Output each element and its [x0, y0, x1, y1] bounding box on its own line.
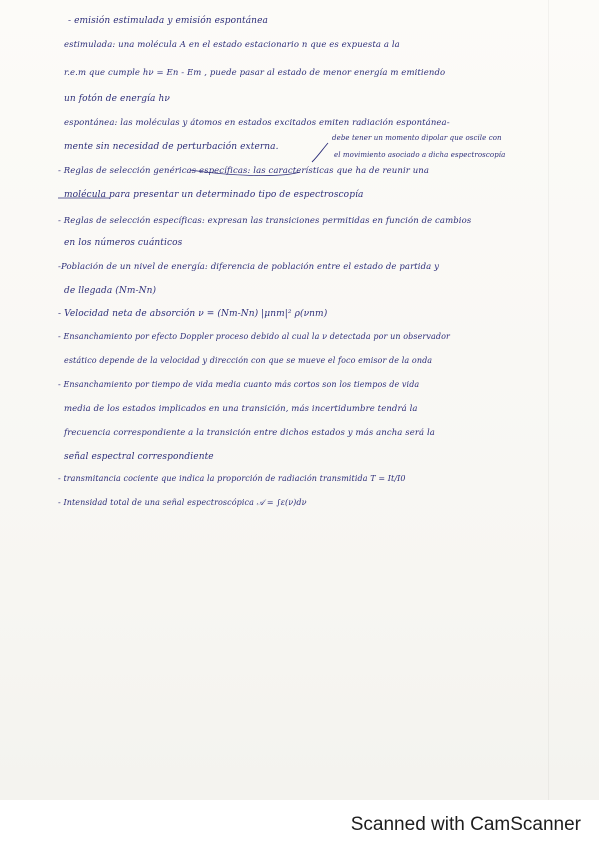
note-line: en los números cuánticos	[64, 238, 183, 248]
note-line: de llegada (Nm-Nn)	[64, 286, 157, 296]
note-line: - Reglas de selección genéricas específicas: las características que ha de reunir una	[58, 166, 430, 176]
note-line: - Ensanchamiento por tiempo de vida media cuanto más cortos son los tiempos de vida	[58, 380, 420, 389]
note-line: media de los estados implicados en una transición, más incertidumbre tendrá la	[64, 404, 418, 414]
note-line: - transmitancia cociente que indica la proporción de radiación transmitida T = It/I0	[58, 474, 406, 483]
note-line: - emisión estimulada y emisión espontánea	[68, 16, 268, 26]
page-fold-line	[548, 0, 549, 808]
note-line: - Reglas de selección específicas: expresan las transiciones permitidas en función de cambios	[58, 216, 472, 226]
note-line: un fotón de energía hν	[64, 94, 170, 104]
note-line: r.e.m que cumple hν = En - Em , puede pasar al estado de menor energía m emitiendo	[64, 68, 446, 78]
note-line: estático depende de la velocidad y dirección con que se mueve el foco emisor de la onda	[64, 356, 433, 365]
note-line: frecuencia correspondiente a la transición entre dichos estados y más ancha será la	[64, 428, 435, 438]
note-line: - Velocidad neta de absorción ν = (Nm-Nn) |μnm|² ρ(νnm)	[58, 309, 328, 319]
scanner-watermark: Scanned with CamScanner	[350, 814, 581, 835]
note-line: -Población de un nivel de energía: diferencia de población entre el estado de partida y	[58, 262, 439, 272]
margin-annotation: el movimiento asociado a dicha espectroscopía	[334, 151, 506, 159]
note-line: mente sin necesidad de perturbación externa.	[64, 142, 279, 152]
note-line: espontánea: las moléculas y átomos en estados excitados emiten radiación espontánea-	[64, 118, 450, 128]
note-line: estimulada: una molécula A en el estado estacionario n que es expuesta a la	[64, 40, 400, 50]
scanner-footer	[0, 800, 599, 848]
note-line: molécula para presentar un determinado tipo de espectroscopía	[64, 190, 364, 200]
note-line: señal espectral correspondiente	[64, 452, 214, 462]
note-line: - Ensanchamiento por efecto Doppler proceso debido al cual la ν detectada por un observador	[58, 332, 450, 341]
margin-annotation: debe tener un momento dipolar que oscile con	[332, 134, 502, 142]
note-line: - Intensidad total de una señal espectroscópica 𝒜 = ∫ε(ν)dν	[58, 498, 307, 507]
